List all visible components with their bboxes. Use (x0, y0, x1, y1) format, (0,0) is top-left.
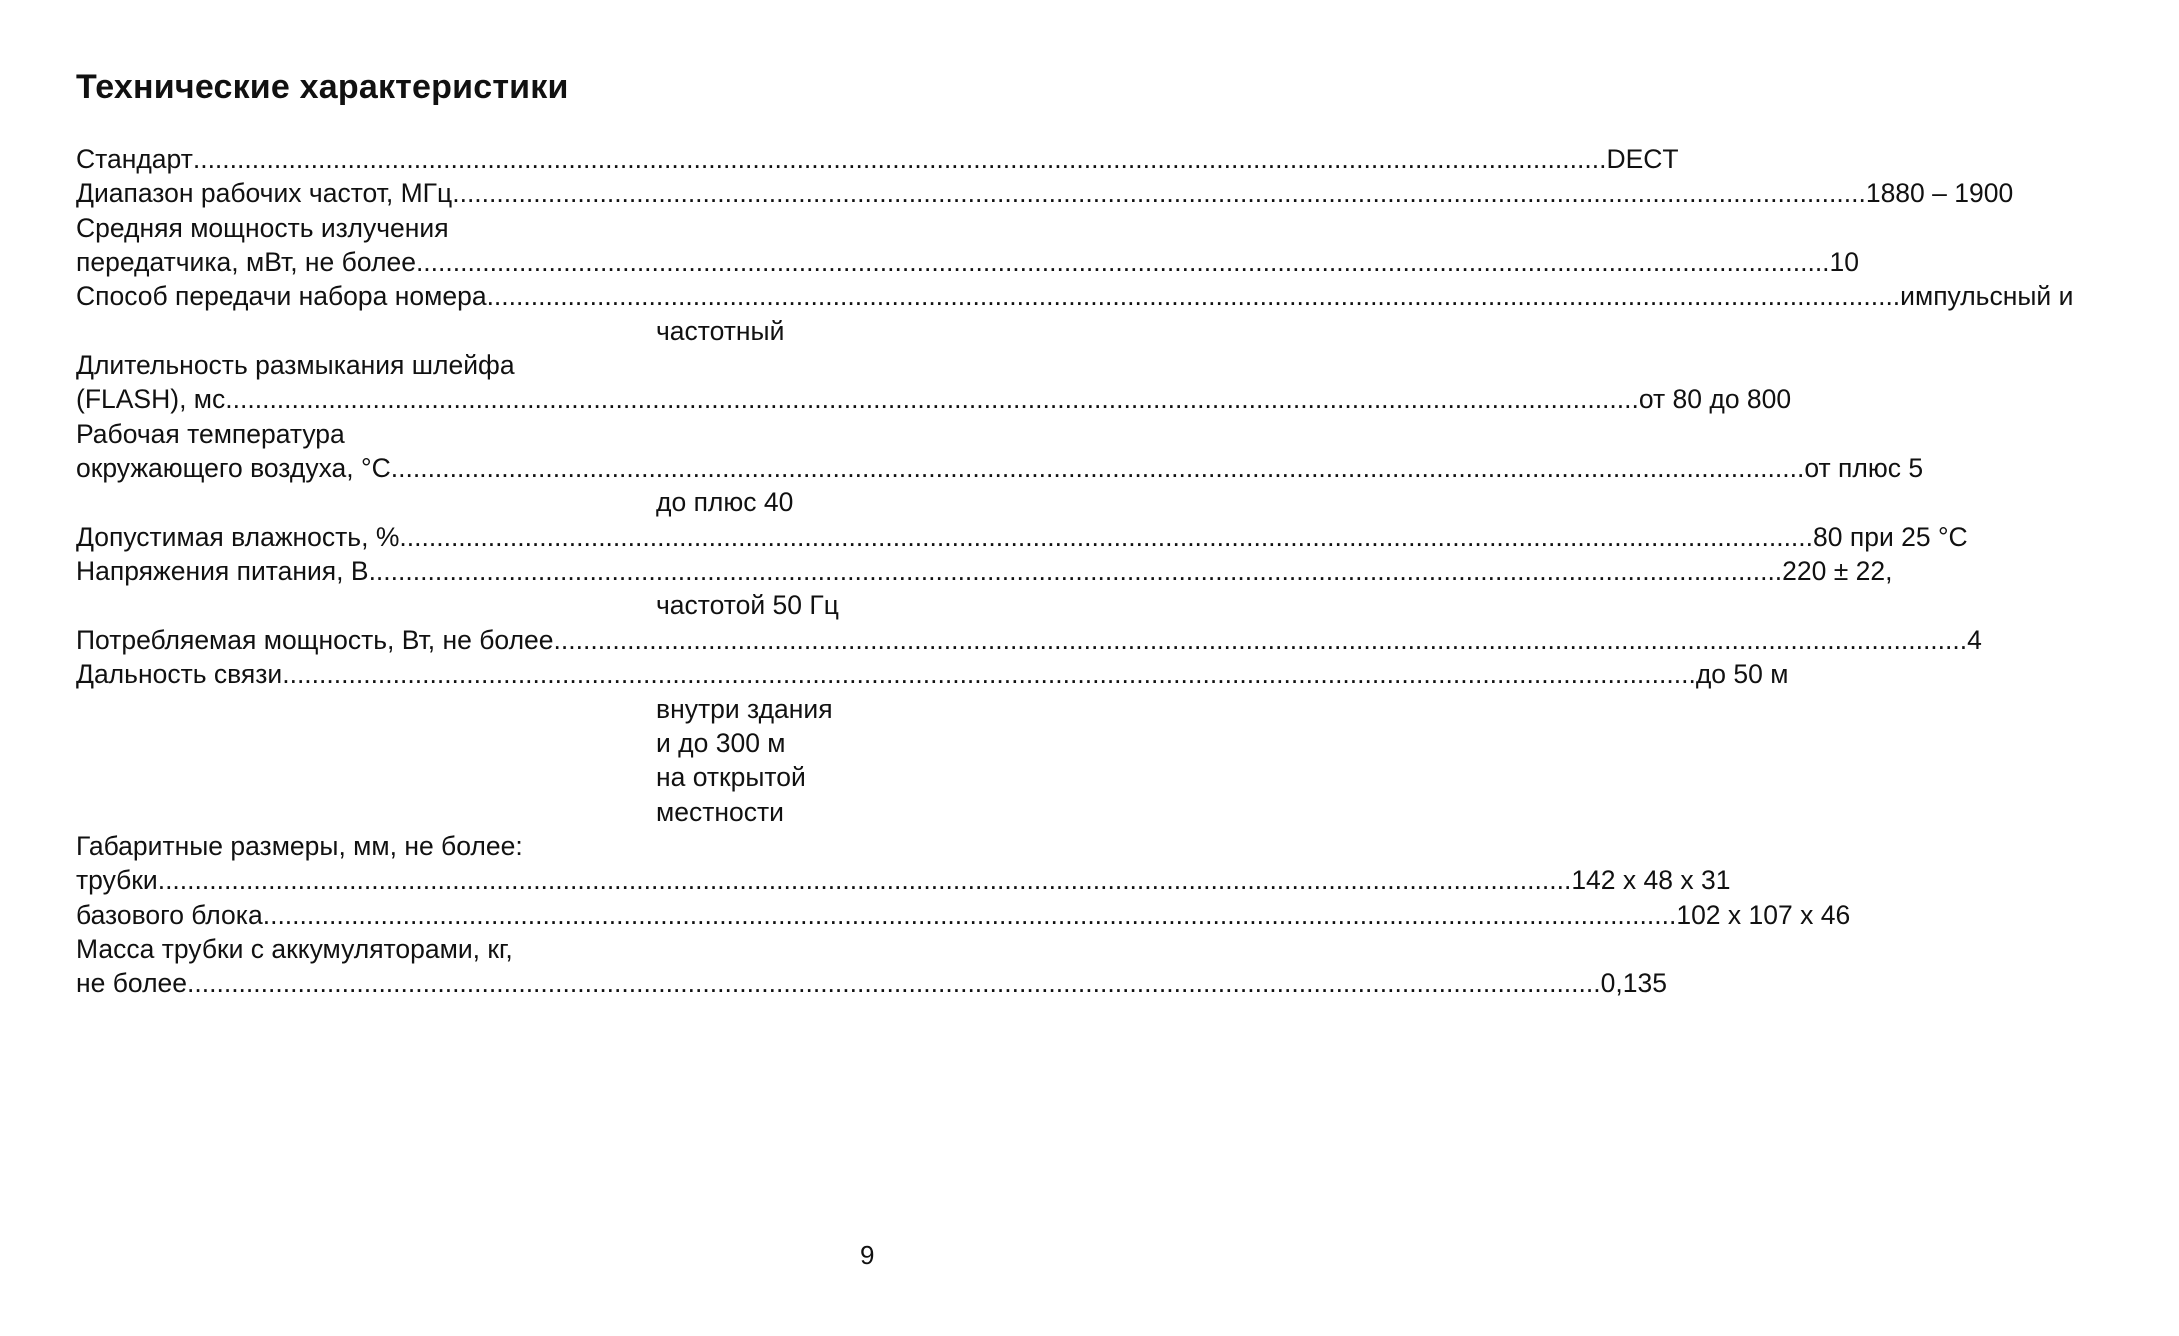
spec-label: трубки (76, 865, 158, 896)
leader-dots: ................................................................................................................................................................................................ (157, 865, 1572, 896)
spec-label-line: Масса трубки с аккумуляторами, кг, (76, 933, 513, 964)
page-number: 9 (860, 1240, 875, 1270)
spec-value: 0,135 (1600, 968, 1667, 999)
spec-label: окружающего воздуха, °С (76, 453, 391, 484)
spec-value: DECT (1606, 144, 1679, 174)
leader-dots: ................................................................................................................................................................................................ (553, 624, 1968, 655)
spec-list (76, 142, 2074, 1001)
spec-row-voltage (76, 554, 1893, 588)
spec-value-continuation: местности (656, 796, 784, 827)
spec-row-humidity (76, 520, 1968, 554)
spec-label: не более (76, 968, 188, 999)
spec-row-temperature (76, 451, 1924, 485)
spec-row-base-dimensions (76, 898, 1851, 932)
spec-row-frequency (76, 176, 2014, 210)
spec-label-line: Рабочая температура (76, 418, 345, 449)
spec-value: 4 (1967, 624, 1982, 655)
spec-label: передатчика, мВт, не более (76, 247, 416, 278)
leader-dots: ................................................................................................................................................................................................ (415, 247, 1830, 278)
spec-label: Напряжения питания, В (76, 556, 369, 587)
leader-dots: ................................................................................................................................................................................................ (452, 178, 1866, 209)
spec-value-continuation: внутри здания (656, 693, 833, 724)
leader-dots: ................................................................................................................................................................................................ (262, 899, 1677, 930)
spec-value: 1880 – 1900 (1865, 178, 2014, 209)
spec-row-range (76, 657, 1789, 691)
leader-dots: ................................................................................................................................................................................................ (486, 281, 1901, 312)
spec-row-flash (76, 382, 1792, 416)
leader-dots: ................................................................................................................................................................................................ (399, 521, 1814, 552)
spec-value: 142 х 48 х 31 (1571, 865, 1731, 896)
spec-value: до 50 м (1695, 659, 1789, 690)
spec-value: 102 х 107 х 46 (1676, 899, 1851, 930)
spec-value: 10 (1829, 247, 1860, 278)
spec-label: Способ передачи набора номера (76, 281, 487, 312)
spec-row-mass (76, 966, 1667, 1000)
leader-dots: ................................................................................................................................................................................................ (390, 453, 1805, 484)
spec-row-power (76, 245, 1860, 279)
spec-value-continuation: частотный (656, 315, 785, 346)
spec-row-standard (76, 142, 1679, 176)
spec-label: Потребляемая мощность, Вт, не более (76, 624, 554, 655)
spec-row-consumption (76, 623, 1982, 657)
spec-value: импульсный и (1900, 281, 2074, 312)
spec-value: 220 ± 22, (1782, 556, 1893, 587)
spec-row-handset-dimensions (76, 863, 1731, 897)
spec-label: (FLASH), мс (76, 384, 226, 415)
spec-value-continuation: на открытой (656, 762, 806, 793)
leader-dots: ................................................................................................................................................................................................ (225, 384, 1639, 415)
spec-label: Допустимая влажность, % (76, 521, 400, 552)
spec-value: от 80 до 800 (1638, 384, 1792, 415)
leader-dots: ................................................................................................................................................................................................ (187, 968, 1601, 999)
spec-value: от плюс 5 (1804, 453, 1924, 484)
spec-value-continuation: и до 300 м (656, 727, 786, 758)
spec-value-continuation: до плюс 40 (656, 487, 794, 518)
page-title: Технические характеристики (76, 68, 569, 106)
spec-value-continuation: частотой 50 Гц (656, 590, 839, 621)
spec-label: Дальность связи (76, 659, 283, 690)
spec-label-line: Средняя мощность излучения (76, 212, 449, 243)
spec-label-line: Длительность размыкания шлейфа (76, 350, 515, 381)
leader-dots: ................................................................................................................................................................................................ (282, 659, 1696, 690)
spec-label: базового блока (76, 899, 263, 930)
spec-row-dialing (76, 279, 2074, 313)
spec-label: Стандарт (76, 144, 193, 174)
spec-value: 80 при 25 °С (1813, 521, 1968, 552)
spec-label-line: Габаритные размеры, мм, не более: (76, 830, 523, 861)
leader-dots: ................................................................................................................................................................................................ (368, 556, 1783, 587)
leader-dots: ................................................................................................................................................................................................ (192, 144, 1607, 174)
spec-label: Диапазон рабочих частот, МГц (76, 178, 453, 209)
